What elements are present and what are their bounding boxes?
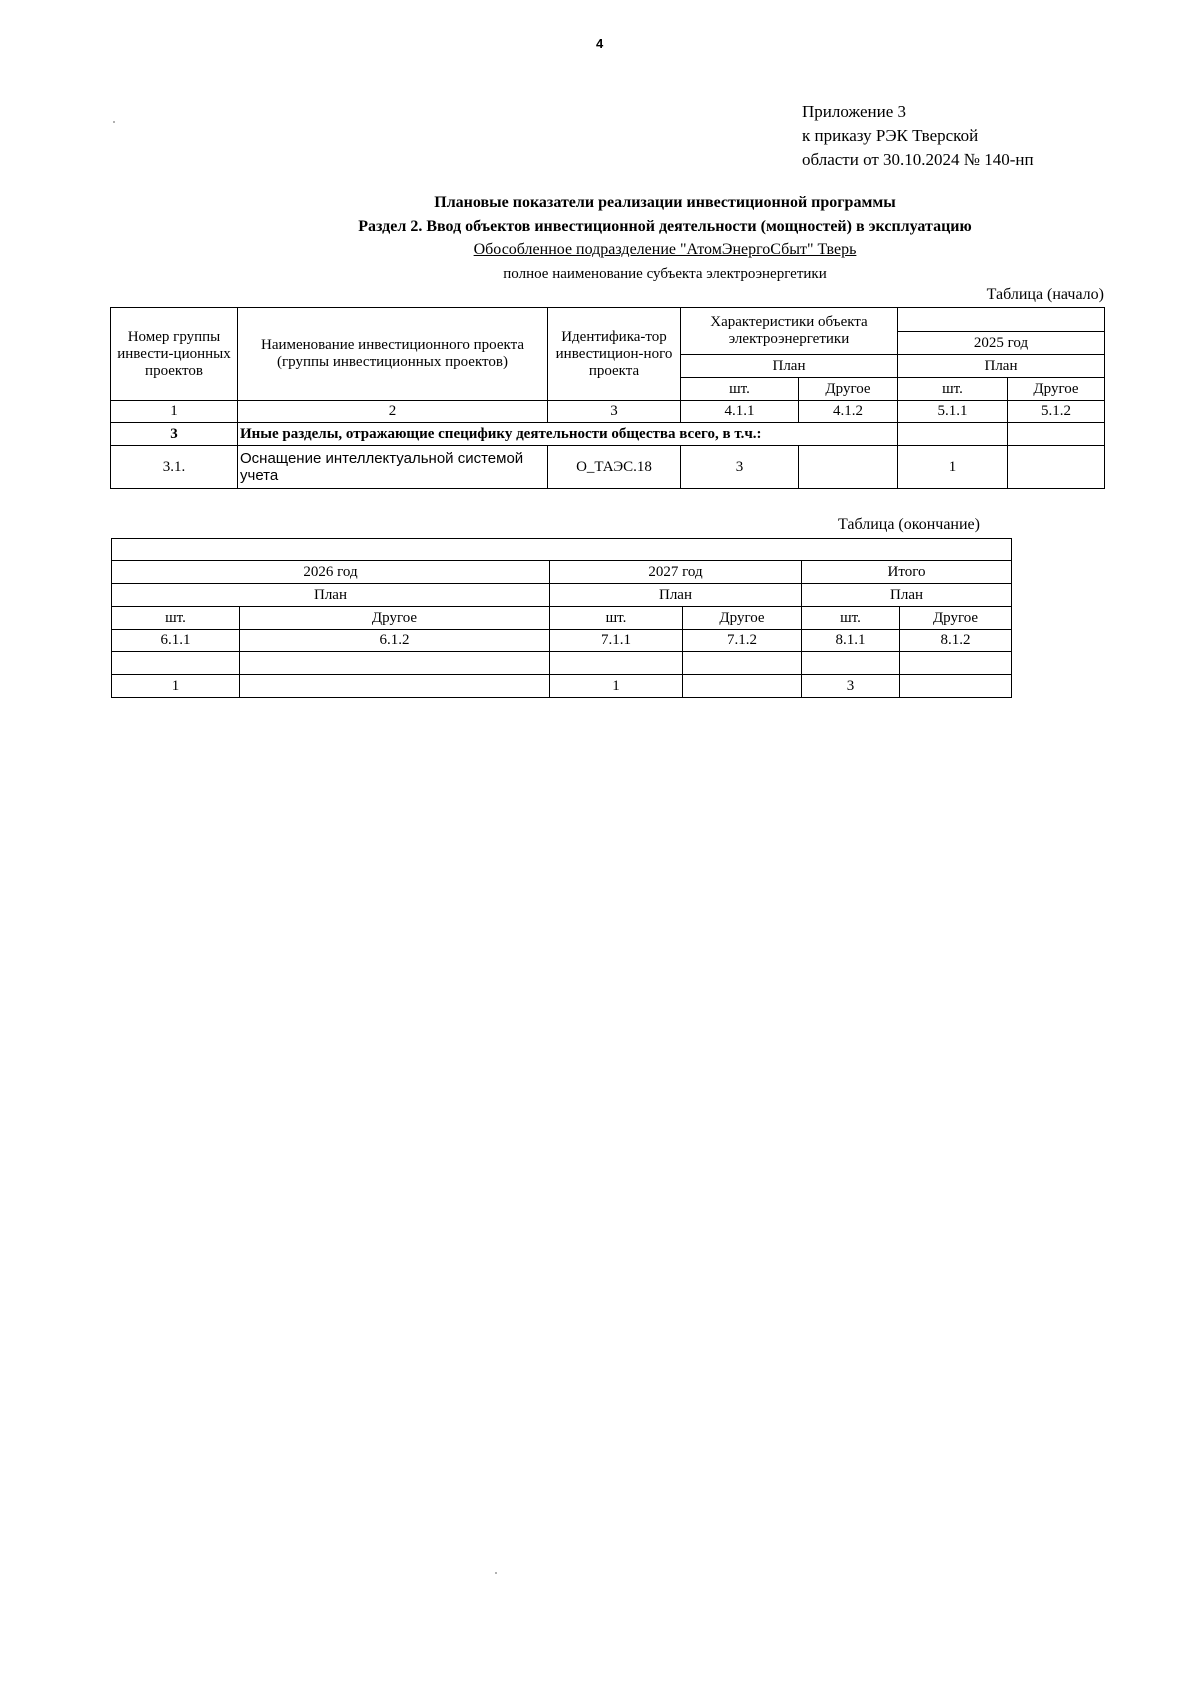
header-char-plan: План [681, 355, 898, 378]
header-year-2025: 2025 год [898, 332, 1105, 355]
header-2025-plan: План [898, 355, 1105, 378]
section-row-number: 3 [111, 423, 238, 446]
header-total-other: Другое [900, 607, 1012, 630]
section-row-cell [1008, 423, 1105, 446]
empty-cell [550, 652, 683, 675]
appendix-reference [802, 100, 1034, 172]
section-row-label: Иные разделы, отражающие специфику деятельности общества всего, в т.ч.: [238, 423, 898, 446]
header-2027-other: Другое [683, 607, 802, 630]
header-2026-pcs: шт. [112, 607, 240, 630]
header-characteristics: Характеристики объекта электроэнергетики [681, 308, 898, 355]
column-number: 1 [111, 401, 238, 423]
data-row-char-other [799, 446, 898, 489]
header-group-number: Номер группы инвести-ционных проектов [111, 308, 238, 401]
header-total-pcs: шт. [802, 607, 900, 630]
header-project-name: Наименование инвестиционного проекта (группы инвестиционных проектов) [238, 308, 548, 401]
page-number: 4 [596, 36, 604, 51]
table-start [110, 307, 1105, 489]
subject-caption: полное наименование субъекта электроэнергетики [503, 266, 827, 282]
data-cell [240, 675, 550, 698]
empty-cell [900, 652, 1012, 675]
header-2027-pcs: шт. [550, 607, 683, 630]
column-number: 7.1.1 [550, 630, 683, 652]
header-2026-other: Другое [240, 607, 550, 630]
table-end [111, 538, 1012, 698]
header-2025-other: Другое [1008, 378, 1105, 401]
data-row-identifier: О_ТАЭС.18 [548, 446, 681, 489]
column-number: 5.1.1 [898, 401, 1008, 423]
data-row-char-pcs: 3 [681, 446, 799, 489]
header-char-pcs: шт. [681, 378, 799, 401]
appendix-line-3: области от 30.10.2024 № 140-нп [802, 150, 1034, 169]
data-cell: 3 [802, 675, 900, 698]
header-2027-plan: План [550, 584, 802, 607]
data-row-2025-pcs: 1 [898, 446, 1008, 489]
column-number: 4.1.1 [681, 401, 799, 423]
header-identifier: Идентифика-тор инвестицион-ного проекта [548, 308, 681, 401]
table-end-caption: Таблица (окончание) [838, 516, 980, 533]
header-2026-plan: План [112, 584, 550, 607]
section-title: Раздел 2. Ввод объектов инвестиционной деятельности (мощностей) в эксплуатацию [358, 218, 972, 235]
data-row-2025-other [1008, 446, 1105, 489]
data-cell [683, 675, 802, 698]
subject-name-text: Обособленное подразделение "АтомЭнергоСбыт" Тверь [473, 241, 857, 258]
data-cell: 1 [112, 675, 240, 698]
header-total: Итого [802, 561, 1012, 584]
document-title: Плановые показатели реализации инвестиционной программы [434, 194, 896, 211]
scan-speck [113, 121, 115, 123]
empty-cell [240, 652, 550, 675]
scan-speck [495, 1572, 497, 1574]
table-end-top-row [112, 539, 1012, 561]
header-char-other: Другое [799, 378, 898, 401]
header-total-plan: План [802, 584, 1012, 607]
column-number: 8.1.2 [900, 630, 1012, 652]
empty-cell [112, 652, 240, 675]
column-number: 6.1.2 [240, 630, 550, 652]
empty-cell [683, 652, 802, 675]
column-number: 5.1.2 [1008, 401, 1105, 423]
data-cell: 1 [550, 675, 683, 698]
column-number: 4.1.2 [799, 401, 898, 423]
header-blank [898, 308, 1105, 332]
header-year-2027: 2027 год [550, 561, 802, 584]
data-row-name: Оснащение интеллектуальной системой учета [238, 446, 548, 489]
column-number: 6.1.1 [112, 630, 240, 652]
column-number: 8.1.1 [802, 630, 900, 652]
data-row-number: 3.1. [111, 446, 238, 489]
column-number: 3 [548, 401, 681, 423]
column-number: 2 [238, 401, 548, 423]
header-year-2026: 2026 год [112, 561, 550, 584]
appendix-line-1: Приложение 3 [802, 102, 906, 121]
data-cell [900, 675, 1012, 698]
header-2025-pcs: шт. [898, 378, 1008, 401]
table-start-caption: Таблица (начало) [986, 286, 1104, 303]
section-row-cell [898, 423, 1008, 446]
subject-name [0, 241, 1200, 259]
column-number: 7.1.2 [683, 630, 802, 652]
appendix-line-2: к приказу РЭК Тверской [802, 126, 979, 145]
empty-cell [802, 652, 900, 675]
